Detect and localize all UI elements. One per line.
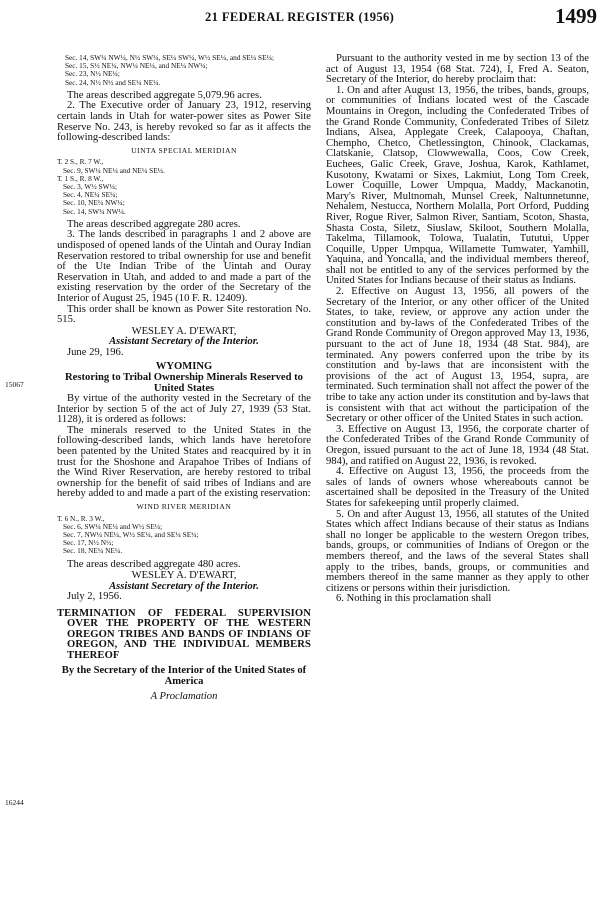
meridian-heading: WIND RIVER MERIDIAN	[136, 502, 232, 512]
signature-title: Assistant Secretary of the Interior.	[109, 580, 259, 592]
paragraph: By virtue of the authority vested in the Secretary of the Interior by section 5 of the act of July 27, 1939 (53 Stat. 1128), it is ordered as follows:	[57, 393, 311, 426]
legal-description: Sec. 15, S½ NE¼, NW¼ NE¼, and NE¼ NW¼;	[65, 61, 208, 71]
right-column	[326, 54, 589, 605]
legal-description: Sec. 23, N½ NE¼;	[65, 69, 120, 79]
paragraph: The areas described aggregate 5,079.96 acres.	[67, 89, 262, 101]
paragraph: The areas described aggregate 480 acres.	[67, 558, 241, 570]
legal-description: Sec. 17, N½ N½;	[63, 538, 114, 548]
paragraph: 5. On and after August 13, 1956, all statutes of the United States which affect Indians because of their status as Indians shall no longer be applicable to the western Oregon tribes, bands, groups, or communities of Indians of Oregon or the members thereof, and the laws of the several States shall apply to the tribes, bands, groups, or communities and members thereof in the same manner as they apply to other citizens or persons within their jurisdiction.	[326, 508, 589, 594]
signature-title: Assistant Secretary of the Interior.	[109, 336, 259, 348]
paragraph: The minerals reserved to the United States in the following-described lands, which lands have heretofore been patented by the United States and reacquired by it in trust for the Shoshone and Arapahoe Tribes of Indians of the Wind River Reservation, are hereby restored to tribal ownership for the benefit of said tribes of Indians and are hereby added to and made a part of the existing reservation:	[57, 424, 311, 500]
legal-description: Sec. 3, W½ SW¼;	[63, 181, 117, 191]
document-heading: Restoring to Tribal Ownership Minerals Reserved to United States	[65, 372, 303, 395]
paragraph: 2. The Executive order of January 23, 1912, reserving certain lands in Utah for water-power sites as Power Site Reserve No. 243, is hereby revoked so far as it affects the following-described lands:	[57, 100, 311, 144]
legal-description: Sec. 14, SW¼ NW¼, N½ SW¼, SE¼ SW¼, W½ SE¼, and SE¼ SE¼;	[65, 53, 275, 62]
running-title: 21 FEDERAL REGISTER (1956)	[205, 10, 395, 24]
paragraph: 3. Effective on August 13, 1956, the corporate charter of the Confederated Tribes of the Grand Ronde Community of Oregon, issued pursuant to the act of June 18, 1934 (48 Stat. 984), and ratified on August 22, 1936, is revoked.	[326, 423, 589, 467]
section-heading: WYOMING	[155, 360, 213, 372]
margin-note: 16244	[5, 798, 24, 807]
page-header	[0, 6, 599, 36]
paragraph: 3. The lands described in paragraphs 1 and 2 above are undisposed of opened lands of the Uintah and Ouray Indian Reservation restored to tribal ownership for use and benefit of the Ute Indian Tribe of the Uintah and Ouray Reservation in Utah, and added to and made a part of the existing reservation by the order of the Secretary of the Interior of August 25, 1945 (10 F. R. 12409).	[57, 229, 311, 304]
proclamation-heading: A Proclamation	[150, 691, 218, 703]
termination-title: TERMINATION OF FEDERAL SUPERVISION OVER THE PROPERTY OF THE WESTERN OREGON TRIBES AND BANDS OF INDIANS OF OREGON, AND THE INDIVIDUAL MEMBERS THEREOF	[57, 608, 311, 661]
legal-description: Sec. 10, NE¼ NW¼;	[63, 198, 125, 208]
by-secretary-heading: By the Secretary of the Interior of the United States of America	[61, 665, 307, 688]
date-line: June 29, 196.	[67, 346, 124, 358]
left-column	[57, 54, 311, 703]
page-number: 1499	[555, 4, 597, 28]
paragraph: 2. Effective on August 13, 1956, all powers of the Secretary of the Interior, or any other officer of the United States, to take, review, or approve any action under the constitution and by-laws of the Confederated Tribes of the Grand Ronde Community of Oregon approved May 13, 1936, pursuant to the act of June 18, 1934 (48 Stat. 984), are terminated. Any powers conferred upon the tribe by its constitution and by-laws that are inconsistent with the provisions of the act of August 13, 1954, supra, are terminated. Such termination shall not affect the power of the tribe to take any action under its constitution and by-laws that is consistent with that act without the participation of the Secretary or other officer of the United States in such action.	[326, 286, 589, 425]
legal-description: Sec. 6, SW¼ NE¼ and W½ SE¼;	[63, 521, 163, 531]
legal-description: Sec. 7, NW¼ NE¼, W½ SE¼, and SE¼ SE¼;	[63, 530, 199, 540]
signature-name: WESLEY A. D'EWART,	[131, 570, 237, 582]
paragraph: 1. On and after August 13, 1956, the tribes, bands, groups, or communities of Indians located west of the Cascade Mountains in Oregon, including the Confederated Tribes of the Grand Ronde Community, Confederated Tribes of Siletz Indians, Alsea, Applegate Creek, Calapooya, Chaftan, Chempho, Chetco, Chetlessington, Chinook, Clackamas, Clatskanie, Clatsop, Clowwewalla, Coos, Cow Creek, Euchees, Galic Creek, Grave, Joshua, Karok, Kathlamet, Kusotony, Kwatami or Sixes, Lakmiut, Long Tom Creek, Lower Coquille, Lower Umpqua, Maddy, Mackanotin, Mary's River, Multnomah, Munsel Creek, Naltunnetunne, Nehalem, Nestucca, Northern Molalla, Port Orford, Pudding River, Rogue River, Salmon River, Santiam, Scoton, Shasta, Shasta Costa, Siletz, Siuslaw, Skiloot, Southern Molalla, Takelma, Tillamook, Tolowa, Tualatin, Tututui, Upper Coquille, Upper Umpqua, Willamette Tumwater, Yamhill, Yaquina, and Yoncalla, and the individual members thereof, shall not be entitled to any of the services performed by the United States for Indians because of their status as Indians.	[326, 84, 589, 287]
legal-description: Sec. 9, SW¼ NE¼ and NE¼ SE¼.	[63, 165, 165, 175]
paragraph: This order shall be known as Power Site restoration No. 515.	[57, 303, 311, 326]
legal-description: Sec. 18, NE¼ NE¼.	[63, 546, 123, 556]
signature-name: WESLEY A. D'EWART,	[131, 325, 237, 337]
legal-description: T. 2 S., R. 7 W.,	[57, 157, 104, 167]
paragraph: The areas described aggregate 280 acres.	[67, 218, 241, 230]
legal-description: Sec. 24, N½ N½ and SE¼ NE¼.	[65, 77, 161, 87]
legal-description: T. 1 S., R. 8 W.,	[57, 173, 104, 183]
meridian-heading: UINTA SPECIAL MERIDIAN	[131, 145, 237, 155]
legal-description: Sec. 4, NE¼ SE¼;	[63, 190, 118, 200]
margin-note: 15067	[5, 380, 24, 389]
legal-description: Sec. 14, SW¼ NW¼.	[63, 206, 126, 216]
date-line: July 2, 1956.	[67, 591, 122, 603]
legal-description: T. 6 N., R. 3 W.,	[57, 513, 105, 523]
paragraph: 4. Effective on August 13, 1956, the proceeds from the sales of lands of owners whose whereabouts cannot be ascertained shall be deposited in the Treasury of the United States for safekeeping until properly claimed.	[326, 466, 589, 509]
paragraph: Pursuant to the authority vested in me by section 13 of the act of August 13, 1954 (68 Stat. 724), I, Fred A. Seaton, Secretary of the Interior, do hereby proclaim that:	[326, 53, 589, 86]
paragraph: 6. Nothing in this proclamation shall	[336, 593, 492, 605]
